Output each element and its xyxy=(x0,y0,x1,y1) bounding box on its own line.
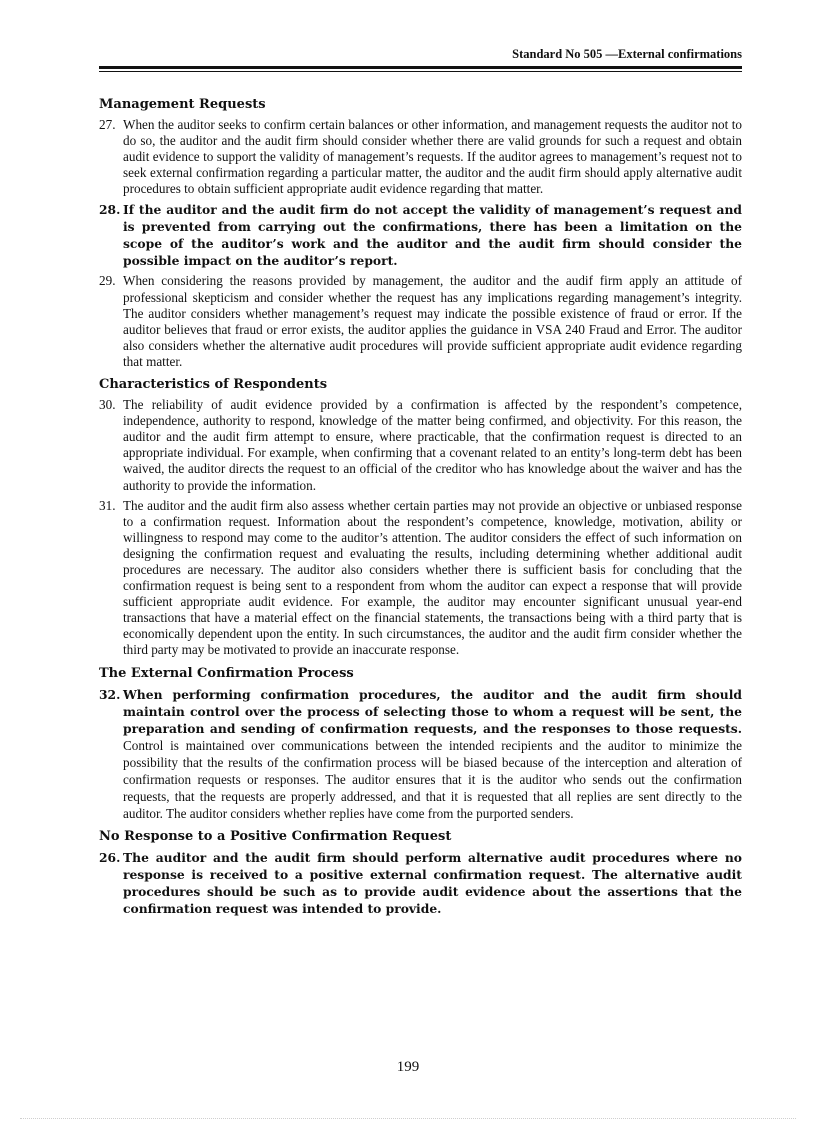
paragraph-text: The auditor and the audit firm also assess whether certain parties may not provide an objective or unbiased response to a confirmation request. Information about the respondent’s competence, knowledge, motivation, ability or willingness to respond may come to the auditor’s attention. The auditor considers the effect of such information on designing the confirmation request and evaluating the results, including determining whether additional audit procedures are necessary. The auditor also considers whether there is sufficient basis for concluding that the confirmation request is being sent to a respondent from whom the auditor can expect a response that will provide sufficient appropriate audit evidence. For example, the auditor may encounter significant unusual year-end transactions that have a material effect on the financial statements, the transactions being with a third party that is economically dependent upon the entity. In such circumstances, the auditor and the audit firm consider whether the third party may be motivated to provide an inaccurate response. xyxy=(123,497,742,658)
paragraph-bold-part: When performing confirmation procedures, the auditor and the audit firm should maintain control over the process of selecting those to whom a request will be sent, the preparation and sending of confirmation requests, and the responses to those requests. xyxy=(123,686,742,736)
page-content xyxy=(99,96,742,921)
paragraph-number: 32. xyxy=(99,686,121,702)
paragraph-30 xyxy=(99,397,742,494)
paragraph-number: 29. xyxy=(99,273,116,289)
footer-divider xyxy=(20,1118,796,1119)
section-heading-respondents: Characteristics of Respondents xyxy=(99,377,328,393)
paragraph-29 xyxy=(99,273,742,370)
paragraph-27 xyxy=(99,117,742,197)
page-number: 199 xyxy=(396,1059,420,1075)
paragraph-normal-part: Control is maintained over communications between the intended recipients and the auditor to minimize the possibility that the results of the confirmation process will be biased because of the interception and alteration of confirmation requests or responses. The auditor ensures that it is the auditor who sends out the confirmation requests, that the requests are properly addressed, and that it is requested that all replies are sent directly to the auditor. The auditor considers whether replies have come from the purported senders. xyxy=(123,737,742,821)
header-rule-thick xyxy=(99,66,742,69)
paragraph-28 xyxy=(99,201,742,269)
paragraph-number: 27. xyxy=(99,117,116,132)
paragraph-32 xyxy=(99,686,742,822)
paragraph-text: When the auditor seeks to confirm certain balances or other information, and management requests the auditor not to do so, the auditor and the audit firm should consider whether there are valid grounds for such a request and obtain audit evidence to support the validity of management’s requests. If the auditor agrees to management’s request not to seek external confirmation regarding a particular matter, the auditor and the audit firm should apply alternative audit procedures to obtain sufficient appropriate audit evidence regarding that matter. xyxy=(123,117,742,197)
section-heading-management: Management Requests xyxy=(99,97,266,112)
paragraph-number: 30. xyxy=(99,397,116,413)
paragraph-text: If the auditor and the audit firm do not accept the validity of management’s request and is prevented from carrying out the confirmations, there has been a limitation on the scope of the auditor’s work and the auditor and the audit firm should consider the possible impact on the auditor’s report. xyxy=(123,202,742,269)
paragraph-text: The reliability of audit evidence provided by a confirmation is affected by the respondent’s competence, independence, authority to respond, knowledge of the matter being confirmed, and objectivity. For this reason, the auditor and the audit firm attempt to ensure, where practicable, that the confirmation request is directed to an appropriate individual. For example, when confirming that a covenant related to an entity’s long-term debt has been waived, the auditor directs the request to an official of the creditor who has knowledge about the waiver and has the authority to provide the information. xyxy=(123,397,742,493)
header-rule-thin xyxy=(99,71,742,72)
page-header: Standard No 505 —External confirmations xyxy=(512,47,742,61)
paragraph-number: 31. xyxy=(99,497,116,513)
paragraph-26 xyxy=(99,849,742,917)
section-heading-no-response: No Response to a Positive Confirmation Request xyxy=(99,828,452,844)
paragraph-text xyxy=(123,686,742,822)
paragraph-number: 26. xyxy=(99,849,121,865)
paragraph-31 xyxy=(99,498,742,659)
paragraph-text: The auditor and the audit firm should perform alternative audit procedures where no response is received to a positive external confirmation request. The alternative audit procedures should be such as to provide audit evidence about the assertions that the confirmation request was intended to provide. xyxy=(123,849,742,916)
paragraph-number: 28. xyxy=(99,202,121,218)
section-heading-process: The External Confirmation Process xyxy=(99,665,354,681)
paragraph-text: When considering the reasons provided by management, the auditor and the audif firm apply an attitude of professional skepticism and consider whether the request has any implications regarding management’s integrity. The auditor considers whether management’s request may indicate the possible existence of fraud or error. If the auditor believes that fraud or error exists, the auditor applies the guidance in VSA 240 Fraud and Error. The auditor also considers whether the alternative audit procedures will provide sufficient appropriate audit evidence regarding that matter. xyxy=(123,273,742,369)
